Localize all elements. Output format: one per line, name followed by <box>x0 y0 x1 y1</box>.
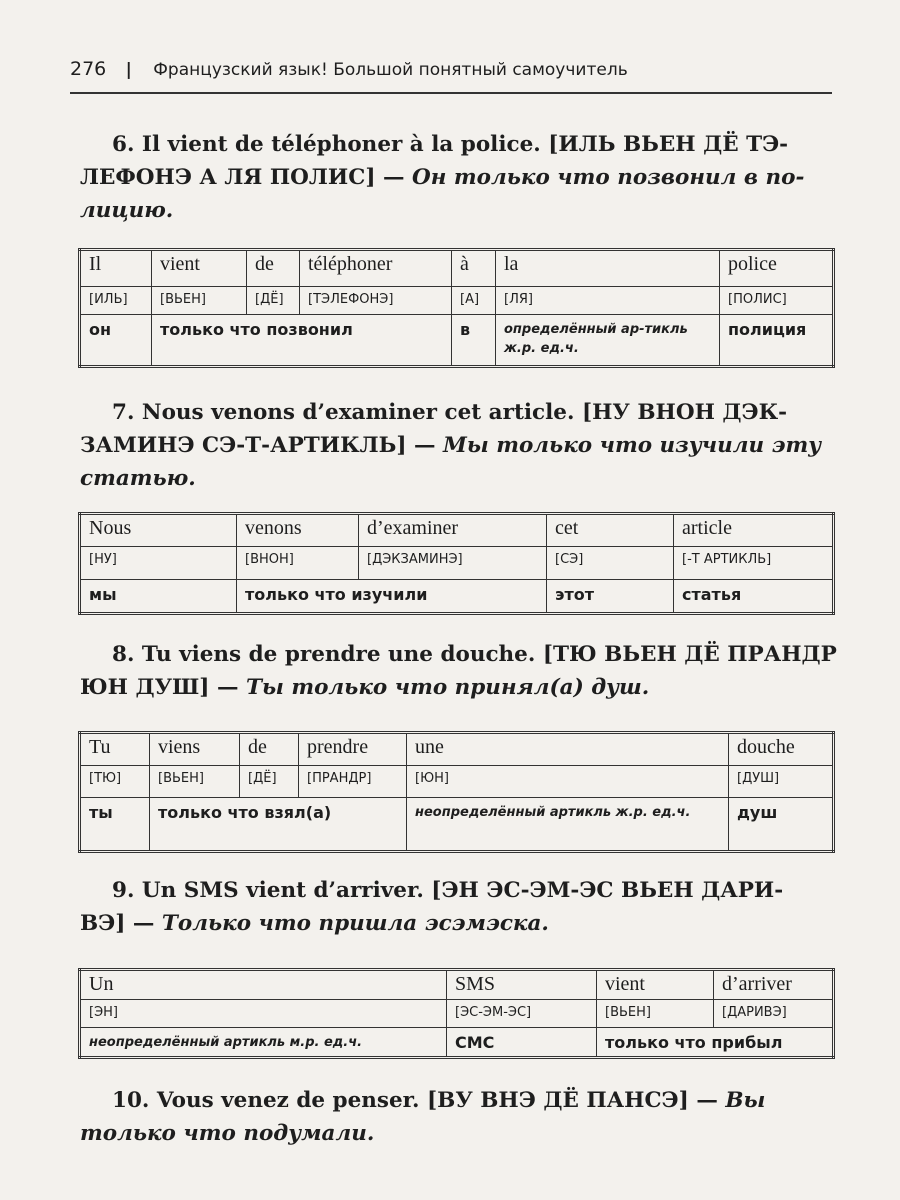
cell-fr: téléphoner <box>300 250 452 287</box>
cell-tr: [СЭ] <box>547 547 674 580</box>
russian-translation: статью. <box>80 466 196 491</box>
table-row-ru <box>80 580 834 614</box>
heading-line <box>80 396 840 429</box>
cell-ru: неопределённый артикль ж.р. ед.ч. <box>407 798 729 852</box>
french-phrase: ЛЕФОНЭ А ЛЯ ПОЛИС] — <box>80 165 412 190</box>
heading-line <box>80 429 840 462</box>
table-row-ru <box>80 1028 834 1058</box>
cell-fr: Tu <box>80 733 150 766</box>
cell-ru: он <box>80 315 152 367</box>
sentence-7 <box>80 396 840 495</box>
table-row-ru <box>80 315 834 367</box>
cell-tr: [ДЁ] <box>247 287 300 315</box>
cell-fr: police <box>720 250 834 287</box>
table-sentence-9 <box>78 968 835 1059</box>
cell-tr: [А] <box>452 287 496 315</box>
cell-ru: СМС <box>447 1028 597 1058</box>
sentence-6 <box>80 128 840 227</box>
cell-tr: [ДАРИВЭ] <box>714 1000 834 1028</box>
heading-line <box>80 907 840 940</box>
cell-ru: мы <box>80 580 237 614</box>
russian-translation: Вы <box>725 1088 766 1113</box>
table-row-tr <box>80 766 834 798</box>
cell-fr: article <box>674 514 834 547</box>
book-title: Французский язык! Большой понятный самоучитель <box>153 60 628 80</box>
cell-tr: [ДУШ] <box>729 766 834 798</box>
cell-ru: в <box>452 315 496 367</box>
cell-tr: [ТЮ] <box>80 766 150 798</box>
heading-line <box>80 1084 840 1117</box>
sentence-10 <box>80 1084 840 1150</box>
cell-tr: [ВЬЕН] <box>152 287 247 315</box>
cell-ru: только что изучили <box>237 580 547 614</box>
cell-fr: Un <box>80 970 447 1000</box>
table-row-ru <box>80 798 834 852</box>
cell-fr: SMS <box>447 970 597 1000</box>
cell-fr: de <box>247 250 300 287</box>
cell-fr: viens <box>150 733 240 766</box>
cell-fr: une <box>407 733 729 766</box>
cell-tr: [ДЁ] <box>240 766 299 798</box>
cell-tr: [ВЬЕН] <box>150 766 240 798</box>
french-phrase: 7. Nous venons d’examiner cet article. [НУ ВНОН ДЭК- <box>112 400 788 425</box>
cell-tr: [ЭС-ЭМ-ЭС] <box>447 1000 597 1028</box>
french-phrase: 10. Vous venez de penser. [ВУ ВНЭ ДЁ ПАНСЭ] — <box>112 1088 726 1113</box>
table-sentence-7 <box>78 512 835 615</box>
cell-fr: Nous <box>80 514 237 547</box>
cell-fr: vient <box>152 250 247 287</box>
cell-tr: [ЭН] <box>80 1000 447 1028</box>
heading-line <box>80 194 840 227</box>
table-sentence-6 <box>78 248 835 368</box>
sentence-8 <box>80 638 840 704</box>
cell-fr: prendre <box>299 733 407 766</box>
cell-ru: только что прибыл <box>597 1028 834 1058</box>
russian-translation: Он только что позвонил в по- <box>412 165 805 190</box>
table-row-fr <box>80 733 834 766</box>
cell-ru: ты <box>80 798 150 852</box>
cell-fr: douche <box>729 733 834 766</box>
table-row-fr <box>80 514 834 547</box>
cell-fr: la <box>496 250 720 287</box>
table-row-fr <box>80 250 834 287</box>
heading-line <box>80 874 840 907</box>
header-rule <box>70 92 832 94</box>
cell-ru: статья <box>674 580 834 614</box>
french-phrase: 9. Un SMS vient d’arriver. [ЭН ЭС-ЭМ-ЭС ВЬЕН ДАРИ- <box>112 878 784 903</box>
cell-tr: [ВНОН] <box>237 547 359 580</box>
table-row-tr <box>80 287 834 315</box>
cell-ru: душ <box>729 798 834 852</box>
french-phrase: 8. Tu viens de prendre une douche. [ТЮ ВЬЕН ДЁ ПРАНДР <box>112 642 837 667</box>
table-sentence-8 <box>78 731 835 853</box>
heading-line <box>80 638 840 671</box>
page-number: 276 <box>70 58 107 80</box>
cell-tr: [ИЛЬ] <box>80 287 152 315</box>
russian-translation: только что подумали. <box>80 1121 375 1146</box>
running-header <box>70 58 628 80</box>
cell-fr: vient <box>597 970 714 1000</box>
table-row-tr <box>80 1000 834 1028</box>
russian-translation: лицию. <box>80 198 174 223</box>
cell-fr: Il <box>80 250 152 287</box>
cell-ru: только что позвонил <box>152 315 452 367</box>
heading-line <box>80 128 840 161</box>
cell-ru: неопределённый артикль м.р. ед.ч. <box>80 1028 447 1058</box>
table-row-fr <box>80 970 834 1000</box>
cell-ru: этот <box>547 580 674 614</box>
cell-fr: cet <box>547 514 674 547</box>
cell-fr: d’arriver <box>714 970 834 1000</box>
cell-fr: à <box>452 250 496 287</box>
heading-line <box>80 671 840 704</box>
russian-translation: Ты только что принял(а) душ. <box>245 675 650 700</box>
cell-tr: [ДЭКЗАМИНЭ] <box>359 547 547 580</box>
cell-ru: полиция <box>720 315 834 367</box>
french-phrase: ЮН ДУШ] — <box>80 675 246 700</box>
french-phrase: ВЭ] — <box>80 911 162 936</box>
heading-line <box>80 161 840 194</box>
cell-fr: de <box>240 733 299 766</box>
cell-fr: venons <box>237 514 359 547</box>
cell-fr: d’examiner <box>359 514 547 547</box>
cell-ru: только что взял(а) <box>150 798 407 852</box>
cell-tr: [-Т АРТИКЛЬ] <box>674 547 834 580</box>
cell-tr: [ТЭЛЕФОНЭ] <box>300 287 452 315</box>
russian-translation: Только что пришла эсэмэска. <box>161 911 549 936</box>
heading-line <box>80 1117 840 1150</box>
cell-tr: [ПОЛИС] <box>720 287 834 315</box>
french-phrase: ЗАМИНЭ СЭ-Т-АРТИКЛЬ] — <box>80 433 444 458</box>
cell-tr: [ВЬЕН] <box>597 1000 714 1028</box>
sentence-9 <box>80 874 840 940</box>
header-separator: | <box>125 60 132 80</box>
table-row-tr <box>80 547 834 580</box>
cell-tr: [ЮН] <box>407 766 729 798</box>
russian-translation: Мы только что изучили эту <box>443 433 822 458</box>
cell-tr: [ЛЯ] <box>496 287 720 315</box>
heading-line <box>80 462 840 495</box>
cell-tr: [НУ] <box>80 547 237 580</box>
cell-tr: [ПРАНДР] <box>299 766 407 798</box>
french-phrase: 6. Il vient de téléphoner à la police. [ИЛЬ ВЬЕН ДЁ ТЭ- <box>112 132 789 157</box>
cell-ru: определённый ар-тикль ж.р. ед.ч. <box>496 315 720 367</box>
